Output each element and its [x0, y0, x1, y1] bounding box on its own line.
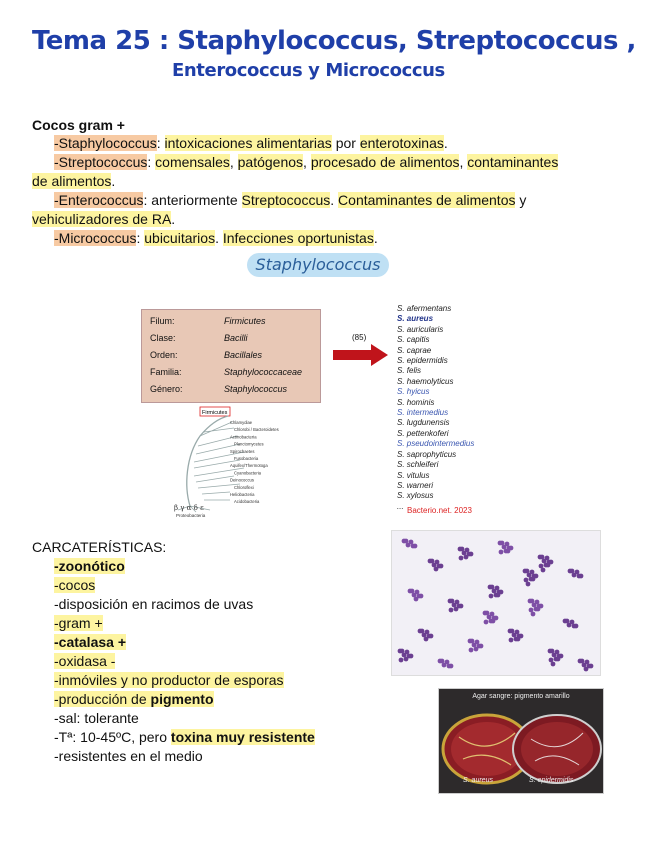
strep-g: contaminantes	[467, 154, 559, 170]
tree-label: Acidobacteria	[234, 499, 260, 505]
species-item: S. afermentans	[397, 304, 452, 313]
entero-a: Streptococcus	[241, 192, 331, 208]
rank-label: Clase:	[150, 333, 176, 343]
strep-h: de alimentos	[32, 173, 112, 189]
blood-agar-photo	[438, 688, 604, 794]
taxonomy-row	[150, 316, 320, 326]
micro-sep: :	[136, 230, 145, 246]
taxonomy-box	[141, 309, 321, 403]
phylogenetic-tree	[170, 406, 290, 518]
temp-text: -Tª: 10-45ºC, pero	[54, 729, 171, 745]
taxonomy-row	[150, 350, 320, 360]
char-item	[32, 747, 315, 766]
char-item	[32, 671, 315, 690]
tree-label: Actinobacteria	[230, 434, 257, 440]
char-text: -zoonótico	[54, 558, 125, 574]
micro-name: -Micrococcus	[54, 230, 137, 246]
species-item: S. haemolyticus	[397, 376, 454, 386]
strep-b: ,	[229, 154, 238, 170]
char-item	[32, 652, 315, 671]
staph-name: -Staphylococcus	[54, 135, 157, 151]
char-item	[32, 709, 315, 728]
strep-name: -Streptococcus	[54, 154, 148, 170]
char-text: -inmóviles y no productor de esporas	[54, 672, 284, 688]
species-item: S. aureus	[397, 314, 434, 324]
rank-value: Staphylococcus	[224, 384, 288, 394]
species-item: S. epidermidis	[397, 356, 448, 366]
strep-sep: :	[147, 154, 156, 170]
taxonomy-row	[150, 367, 320, 377]
char-text: -resistentes en el medio	[54, 748, 203, 764]
species-more: ...	[397, 501, 404, 511]
tree-label: Cyanobacteria	[234, 470, 262, 476]
intro-entero	[54, 191, 526, 210]
tree-label: Heliobacteria	[230, 492, 255, 497]
section-title-pill: Staphylococcus	[247, 253, 389, 277]
tree-bottom-label: Proteobacteria	[176, 513, 206, 518]
entero-b: .	[330, 192, 339, 208]
species-item: S. vitulus	[397, 470, 430, 480]
staph-c: enterotoxinas	[359, 135, 444, 151]
rank-value: Firmicutes	[224, 316, 266, 326]
entero-name: -Enterococcus	[54, 192, 144, 208]
tree-highlight-label: Firmicutes	[202, 410, 228, 416]
staph-d: .	[443, 135, 448, 151]
taxonomy-row	[150, 333, 320, 343]
species-item: S. pettenkoferi	[397, 428, 449, 438]
micro-c: Infecciones oportunistas	[222, 230, 374, 246]
agar-right-label: S. epidermidis	[529, 777, 574, 784]
pigment-bold: pigmento	[150, 691, 214, 707]
source-citation: Bacterio.net. 2023	[407, 506, 472, 515]
entero-f: .	[171, 211, 176, 227]
tree-label: Aquifex/Thermotoga	[230, 463, 268, 469]
agar-left-label: S. aureus	[463, 777, 493, 784]
rank-value: Staphylococcaceae	[224, 367, 303, 377]
species-item: S. pseudointermedius	[397, 439, 475, 449]
rank-label: Filum:	[150, 316, 175, 326]
strep-e: procesado de alimentos	[310, 154, 460, 170]
page-title: Tema 25 : Staphylococcus, Streptococcus ,	[32, 26, 636, 56]
temp-bold: toxina muy resistente	[170, 729, 315, 745]
strep-f: ,	[459, 154, 468, 170]
tree-label: Spirochaetes	[230, 448, 255, 454]
char-text: -oxidasa -	[54, 653, 116, 669]
char-text: -catalasa +	[54, 634, 126, 650]
agar-title: Agar sangre: pigmento amarillo	[472, 693, 570, 700]
char-text: -gram +	[54, 615, 103, 631]
char-item-pigment	[32, 690, 315, 709]
arrow-label: (85)	[352, 333, 367, 342]
char-item	[32, 557, 315, 576]
strep-c: patógenos	[237, 154, 304, 170]
species-item: S. hyicus	[397, 387, 430, 397]
entero-c: Contaminantes de alimentos	[338, 192, 516, 208]
species-item: S. auricularis	[397, 324, 444, 334]
taxonomy-row	[150, 384, 320, 394]
char-item	[32, 633, 315, 652]
species-item: S. warneri	[397, 480, 434, 490]
rank-label: Orden:	[150, 350, 178, 360]
rank-value: Bacilli	[224, 333, 248, 343]
gram-stain-micrograph	[391, 530, 601, 676]
tree-label: Chlamydiae	[230, 420, 253, 425]
char-item	[32, 614, 315, 633]
entero-d: y	[515, 192, 527, 208]
pigment-text: -producción de	[54, 691, 151, 707]
tree-label: Deinococcus	[230, 477, 254, 483]
char-item	[32, 576, 315, 595]
species-item: S. xylosus	[397, 491, 434, 501]
rank-label: Familia:	[150, 367, 182, 377]
tree-greek: β γ α δ ε	[174, 504, 204, 512]
entero-e: vehiculizadores de RA	[32, 211, 172, 227]
species-item: S. felis	[397, 366, 422, 376]
micro-d: .	[373, 230, 378, 246]
species-item: S. schleiferi	[397, 460, 439, 470]
micro-b: .	[215, 230, 223, 246]
right-arrow-icon	[333, 344, 389, 366]
intro-strep	[54, 153, 558, 172]
tree-label: Chlorobi / Bacteroidetes	[234, 427, 279, 433]
intro-entero-cont	[32, 210, 175, 229]
tree-label: Planctomycetes	[234, 441, 264, 447]
species-list	[397, 304, 474, 512]
page-subtitle: Enterococcus y Micrococcus	[172, 60, 445, 81]
rank-value: Bacillales	[224, 350, 263, 360]
strep-i: .	[111, 173, 116, 189]
tree-label: Fusobacteria	[234, 456, 259, 461]
characteristics-list	[32, 538, 315, 766]
tree-label: Chloroflexi	[234, 484, 254, 490]
strep-d: ,	[303, 154, 311, 170]
char-text: -disposición en racimos de uvas	[54, 596, 254, 612]
char-item	[32, 595, 315, 614]
rank-label: Género:	[150, 384, 183, 394]
species-item: S. lugdunensis	[397, 418, 450, 428]
strep-a: comensales	[155, 154, 230, 170]
intro-strep-cont	[32, 172, 115, 191]
char-text: -cocos	[54, 577, 96, 593]
species-item: S. hominis	[397, 397, 435, 407]
species-item: S. intermedius	[397, 408, 449, 418]
characteristics-heading: CARCATERÍSTICAS:	[32, 539, 167, 555]
intro-micro	[54, 229, 378, 248]
char-text: -sal: tolerante	[54, 710, 139, 726]
species-item: S. capitis	[397, 335, 430, 345]
char-item-temp	[32, 728, 315, 747]
staph-sep: :	[156, 135, 165, 151]
intro-staph	[54, 134, 448, 153]
intro-heading: Cocos gram +	[32, 117, 125, 133]
staph-b: por	[331, 135, 360, 151]
staph-a: intoxicaciones alimentarias	[164, 135, 332, 151]
species-item: S. caprae	[397, 345, 432, 355]
micro-a: ubicuitarios	[144, 230, 216, 246]
species-item: S. saprophyticus	[397, 449, 457, 459]
entero-sep: : anteriormente	[143, 192, 242, 208]
